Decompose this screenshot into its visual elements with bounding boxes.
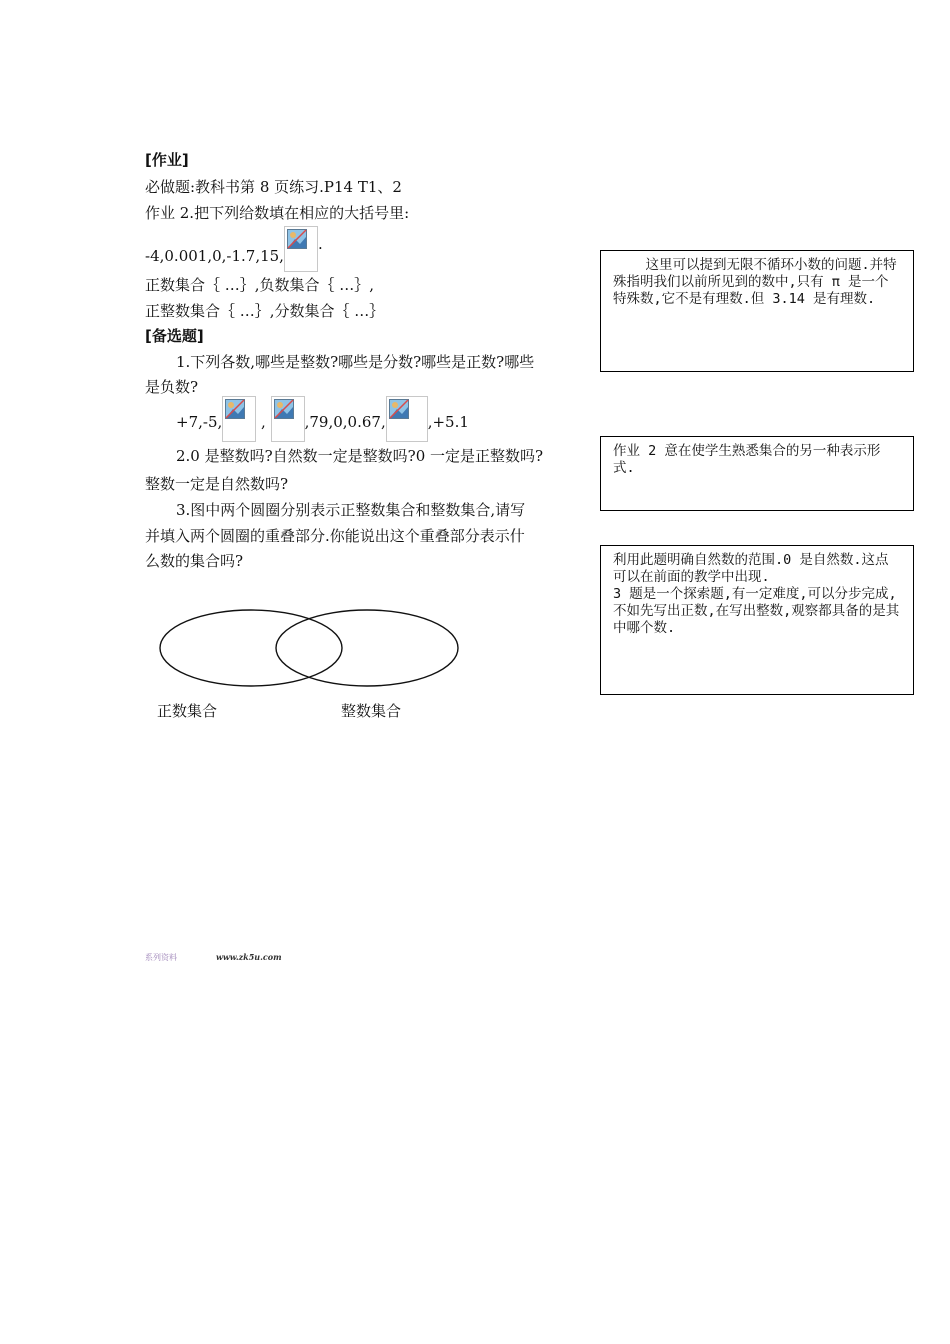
footer-url: www.zk5u.com [216, 952, 282, 962]
required-line: 必做题:教科书第 8 页练习.P14 T1、2 [145, 178, 402, 196]
q2-line1: 2.0 是整数吗?自然数一定是整数吗?0 一定是正整数吗? [176, 447, 544, 465]
optional-heading: [备选题] [145, 327, 204, 345]
q3-line1: 3.图中两个圆圈分别表示正整数集合和整数集合,请写 [176, 501, 526, 519]
teaching-note-2: 作业 2 意在使学生熟悉集合的另一种表示形式. [600, 436, 914, 511]
broken-image-icon [386, 396, 428, 442]
venn-diagram [155, 608, 465, 692]
q1-numbers-row [176, 396, 469, 444]
task2-numbers-row [145, 222, 323, 268]
q3-line2: 并填入两个圆圈的重叠部分.你能说出这个重叠部分表示什 [145, 527, 525, 545]
q1-numbers-b: ,79,0,0.67, [304, 413, 386, 431]
footer-left-text: 系列资料 [145, 953, 177, 962]
q3-line3: 么数的集合吗? [145, 552, 244, 570]
integer-set-circle [276, 610, 458, 686]
venn-left-label: 正数集合 [157, 702, 218, 720]
broken-image-icon [271, 396, 305, 442]
q2-line2: 整数一定是自然数吗? [145, 475, 289, 493]
q1-line1: 1.下列各数,哪些是整数?哪些是分数?哪些是正数?哪些 [176, 353, 535, 371]
task2-intro: 作业 2.把下列给数填在相应的大括号里: [145, 204, 410, 222]
broken-image-icon [284, 226, 318, 272]
q1-numbers-c: ,+5.1 [427, 413, 469, 431]
teaching-note-3: 利用此题明确自然数的范围.0 是自然数.这点可以在前面的教学中出现. 3 题是一个探索题,有一定难度,可以分步完成,不如先写出正数,在写出整数,观察都具备的是其中哪个数. [600, 545, 914, 695]
teaching-note-1: 这里可以提到无限不循环小数的问题.并特殊指明我们以前所见到的数中,只有 π 是一个特殊数,它不是有理数.但 3.14 是有理数. [600, 250, 914, 372]
positive-set-circle [160, 610, 342, 686]
task2-numbers: -4,0.001,0,-1.7,15, [145, 247, 284, 265]
homework-heading: [作业] [145, 151, 189, 169]
q1-comma: , [261, 413, 266, 431]
task2-end: . [317, 235, 323, 253]
sets-line1: 正数集合｛ …｝,负数集合｛ …｝, [145, 276, 375, 294]
venn-right-label: 整数集合 [341, 702, 402, 720]
q1-numbers-a: +7,-5, [176, 413, 223, 431]
q1-line2: 是负数? [145, 378, 199, 396]
sets-line2: 正整数集合｛ …｝,分数集合｛ …｝ [145, 302, 385, 320]
broken-image-icon [222, 396, 256, 442]
